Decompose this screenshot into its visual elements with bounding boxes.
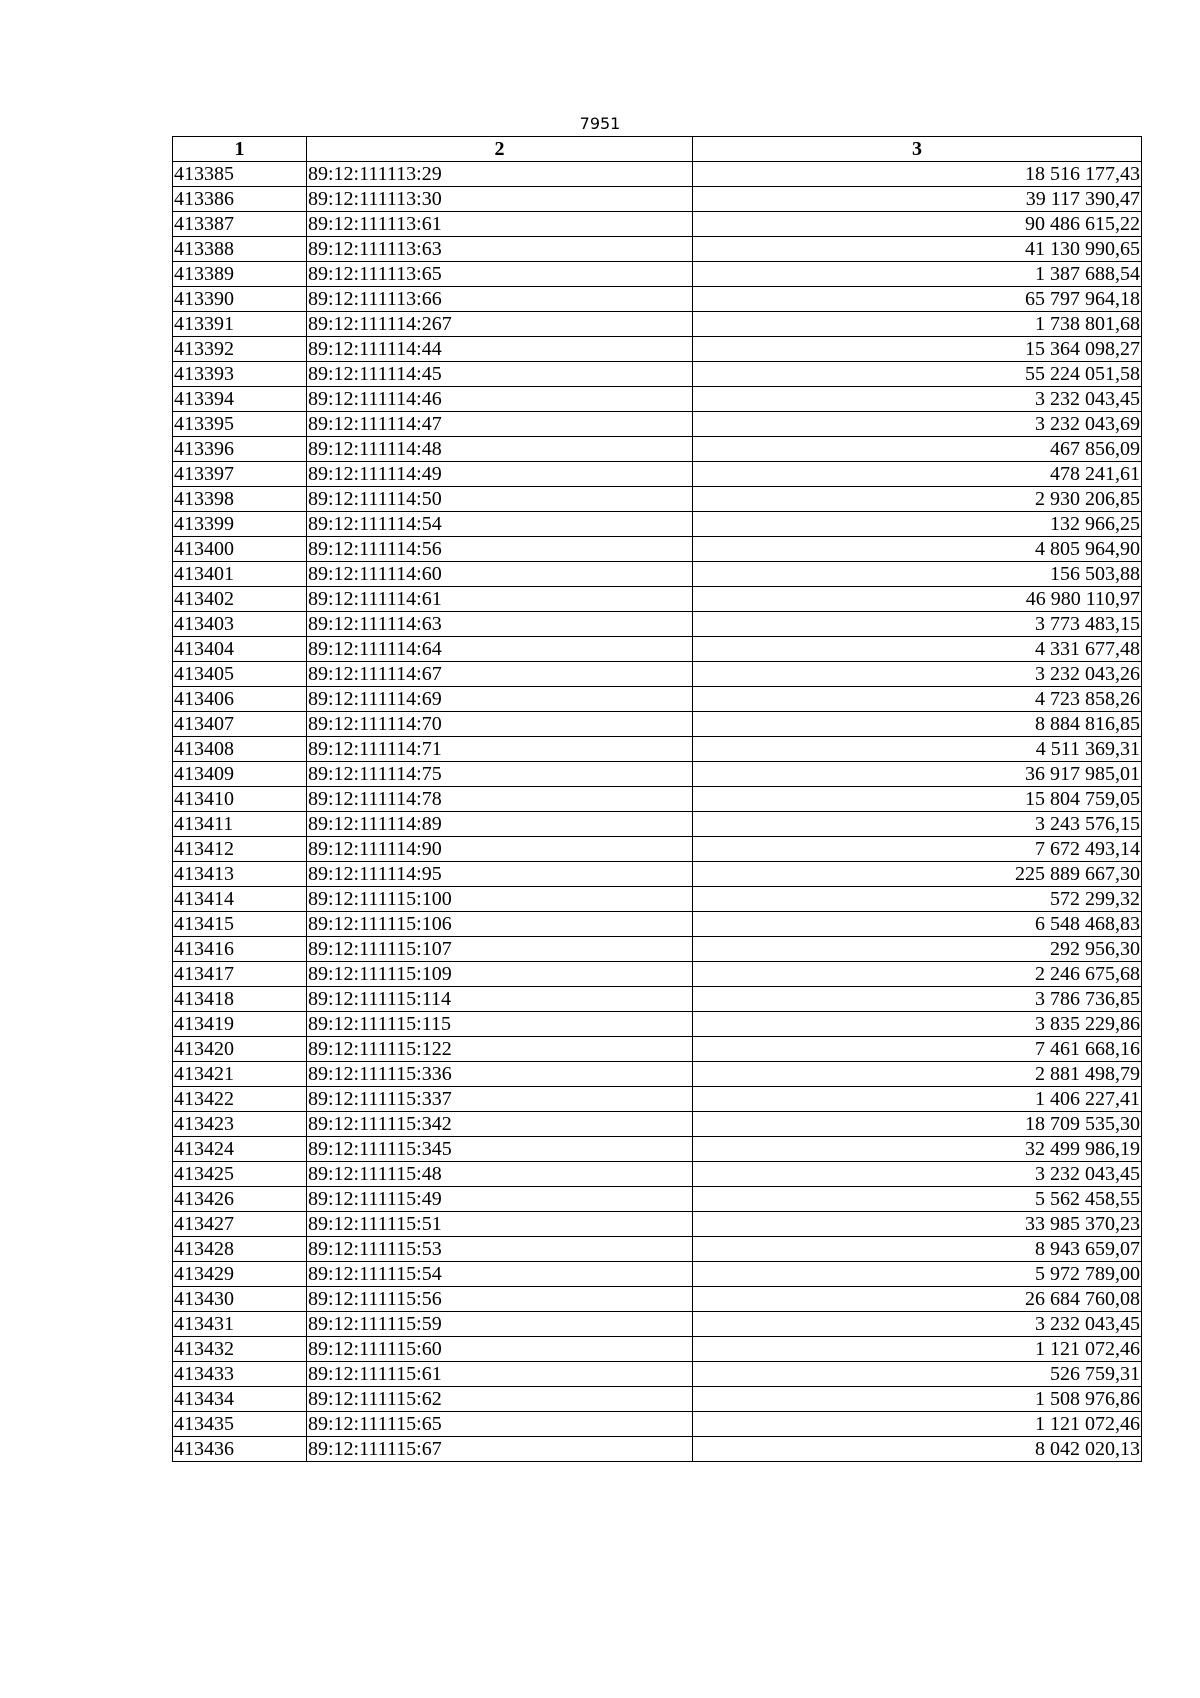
row-number-cell: 413404 <box>173 637 307 662</box>
value-cell: 65 797 964,18 <box>693 287 1142 312</box>
row-number-cell: 413411 <box>173 812 307 837</box>
value-cell: 26 684 760,08 <box>693 1287 1142 1312</box>
row-number-cell: 413413 <box>173 862 307 887</box>
row-number-cell: 413389 <box>173 262 307 287</box>
row-number-cell: 413398 <box>173 487 307 512</box>
value-cell: 292 956,30 <box>693 937 1142 962</box>
cadastral-number-cell: 89:12:111114:67 <box>307 662 693 687</box>
cadastral-number-cell: 89:12:111114:54 <box>307 512 693 537</box>
table-row <box>173 512 1142 537</box>
value-cell: 3 232 043,26 <box>693 662 1142 687</box>
row-number-cell: 413385 <box>173 162 307 187</box>
row-number-cell: 413420 <box>173 1037 307 1062</box>
cadastral-number-cell: 89:12:111114:44 <box>307 337 693 362</box>
table-row <box>173 162 1142 187</box>
row-number-cell: 413432 <box>173 1337 307 1362</box>
table-row <box>173 1262 1142 1287</box>
row-number-cell: 413407 <box>173 712 307 737</box>
value-cell: 4 331 677,48 <box>693 637 1142 662</box>
table-row <box>173 862 1142 887</box>
value-cell: 3 835 229,86 <box>693 1012 1142 1037</box>
row-number-cell: 413425 <box>173 1162 307 1187</box>
value-cell: 8 042 020,13 <box>693 1437 1142 1462</box>
cadastral-number-cell: 89:12:111114:63 <box>307 612 693 637</box>
table-row <box>173 487 1142 512</box>
cadastral-number-cell: 89:12:111114:61 <box>307 587 693 612</box>
table-row <box>173 687 1142 712</box>
table-row <box>173 1187 1142 1212</box>
row-number-cell: 413405 <box>173 662 307 687</box>
cadastral-number-cell: 89:12:111113:66 <box>307 287 693 312</box>
cadastral-number-cell: 89:12:111115:109 <box>307 962 693 987</box>
cadastral-number-cell: 89:12:111115:122 <box>307 1037 693 1062</box>
row-number-cell: 413433 <box>173 1362 307 1387</box>
cadastral-number-cell: 89:12:111115:60 <box>307 1337 693 1362</box>
row-number-cell: 413395 <box>173 412 307 437</box>
table-row <box>173 1337 1142 1362</box>
cadastral-number-cell: 89:12:111114:47 <box>307 412 693 437</box>
table-row <box>173 362 1142 387</box>
table-row <box>173 337 1142 362</box>
table-row <box>173 612 1142 637</box>
table-row <box>173 187 1142 212</box>
row-number-cell: 413403 <box>173 612 307 637</box>
table-row <box>173 1312 1142 1337</box>
table-row <box>173 887 1142 912</box>
value-cell: 3 786 736,85 <box>693 987 1142 1012</box>
row-number-cell: 413387 <box>173 212 307 237</box>
table-row <box>173 1437 1142 1462</box>
value-cell: 572 299,32 <box>693 887 1142 912</box>
row-number-cell: 413426 <box>173 1187 307 1212</box>
row-number-cell: 413406 <box>173 687 307 712</box>
cadastral-number-cell: 89:12:111114:48 <box>307 437 693 462</box>
row-number-cell: 413402 <box>173 587 307 612</box>
value-cell: 1 121 072,46 <box>693 1337 1142 1362</box>
row-number-cell: 413410 <box>173 787 307 812</box>
row-number-cell: 413416 <box>173 937 307 962</box>
cadastral-number-cell: 89:12:111115:107 <box>307 937 693 962</box>
value-cell: 1 387 688,54 <box>693 262 1142 287</box>
value-cell: 1 406 227,41 <box>693 1087 1142 1112</box>
row-number-cell: 413430 <box>173 1287 307 1312</box>
cadastral-number-cell: 89:12:111113:30 <box>307 187 693 212</box>
cadastral-number-cell: 89:12:111115:114 <box>307 987 693 1012</box>
value-cell: 2 246 675,68 <box>693 962 1142 987</box>
value-cell: 4 723 858,26 <box>693 687 1142 712</box>
table-row <box>173 437 1142 462</box>
row-number-cell: 413386 <box>173 187 307 212</box>
value-cell: 3 232 043,45 <box>693 387 1142 412</box>
value-cell: 41 130 990,65 <box>693 237 1142 262</box>
cadastral-number-cell: 89:12:111115:115 <box>307 1012 693 1037</box>
row-number-cell: 413423 <box>173 1112 307 1137</box>
row-number-cell: 413428 <box>173 1237 307 1262</box>
value-cell: 156 503,88 <box>693 562 1142 587</box>
value-cell: 18 709 535,30 <box>693 1112 1142 1137</box>
cadastral-number-cell: 89:12:111114:46 <box>307 387 693 412</box>
table-row <box>173 762 1142 787</box>
table-row <box>173 1212 1142 1237</box>
cadastral-number-cell: 89:12:111113:65 <box>307 262 693 287</box>
row-number-cell: 413396 <box>173 437 307 462</box>
cadastral-number-cell: 89:12:111113:61 <box>307 212 693 237</box>
value-cell: 15 804 759,05 <box>693 787 1142 812</box>
row-number-cell: 413408 <box>173 737 307 762</box>
value-cell: 36 917 985,01 <box>693 762 1142 787</box>
table-row <box>173 1387 1142 1412</box>
table-row <box>173 1137 1142 1162</box>
cadastral-number-cell: 89:12:111114:90 <box>307 837 693 862</box>
table-row <box>173 212 1142 237</box>
row-number-cell: 413436 <box>173 1437 307 1462</box>
cadastral-number-cell: 89:12:111115:100 <box>307 887 693 912</box>
table-row <box>173 987 1142 1012</box>
value-cell: 3 232 043,69 <box>693 412 1142 437</box>
table-row <box>173 237 1142 262</box>
row-number-cell: 413422 <box>173 1087 307 1112</box>
table-row <box>173 712 1142 737</box>
table-row <box>173 1037 1142 1062</box>
table-row <box>173 937 1142 962</box>
row-number-cell: 413435 <box>173 1412 307 1437</box>
table-row <box>173 1162 1142 1187</box>
table-row <box>173 1062 1142 1087</box>
table-row <box>173 562 1142 587</box>
cadastral-number-cell: 89:12:111115:54 <box>307 1262 693 1287</box>
row-number-cell: 413400 <box>173 537 307 562</box>
cadastral-number-cell: 89:12:111114:75 <box>307 762 693 787</box>
table-row <box>173 1362 1142 1387</box>
cadastral-number-cell: 89:12:111115:53 <box>307 1237 693 1262</box>
value-cell: 4 805 964,90 <box>693 537 1142 562</box>
value-cell: 4 511 369,31 <box>693 737 1142 762</box>
value-cell: 15 364 098,27 <box>693 337 1142 362</box>
cadastral-number-cell: 89:12:111114:71 <box>307 737 693 762</box>
row-number-cell: 413388 <box>173 237 307 262</box>
table-row <box>173 412 1142 437</box>
value-cell: 32 499 986,19 <box>693 1137 1142 1162</box>
value-cell: 33 985 370,23 <box>693 1212 1142 1237</box>
cadastral-number-cell: 89:12:111115:336 <box>307 1062 693 1087</box>
row-number-cell: 413418 <box>173 987 307 1012</box>
column-header-3: 3 <box>693 137 1142 162</box>
cadastral-number-cell: 89:12:111114:45 <box>307 362 693 387</box>
page-number: 7951 <box>579 114 621 133</box>
table-row <box>173 387 1142 412</box>
cadastral-number-cell: 89:12:111114:89 <box>307 812 693 837</box>
row-number-cell: 413391 <box>173 312 307 337</box>
value-cell: 132 966,25 <box>693 512 1142 537</box>
value-cell: 3 232 043,45 <box>693 1162 1142 1187</box>
row-number-cell: 413390 <box>173 287 307 312</box>
table-row <box>173 1287 1142 1312</box>
row-number-cell: 413419 <box>173 1012 307 1037</box>
cadastral-number-cell: 89:12:111113:29 <box>307 162 693 187</box>
table-row <box>173 462 1142 487</box>
row-number-cell: 413421 <box>173 1062 307 1087</box>
table-row <box>173 1237 1142 1262</box>
value-cell: 478 241,61 <box>693 462 1142 487</box>
cadastral-number-cell: 89:12:111115:67 <box>307 1437 693 1462</box>
table-header-row <box>173 137 1142 162</box>
row-number-cell: 413397 <box>173 462 307 487</box>
cadastral-number-cell: 89:12:111115:345 <box>307 1137 693 1162</box>
value-cell: 39 117 390,47 <box>693 187 1142 212</box>
table-row <box>173 1412 1142 1437</box>
table-row <box>173 912 1142 937</box>
cadastral-number-cell: 89:12:111115:106 <box>307 912 693 937</box>
cadastral-number-cell: 89:12:111114:50 <box>307 487 693 512</box>
row-number-cell: 413415 <box>173 912 307 937</box>
cadastral-number-cell: 89:12:111114:70 <box>307 712 693 737</box>
table-body <box>173 162 1142 1462</box>
row-number-cell: 413409 <box>173 762 307 787</box>
value-cell: 5 972 789,00 <box>693 1262 1142 1287</box>
table-row <box>173 312 1142 337</box>
cadastral-number-cell: 89:12:111115:56 <box>307 1287 693 1312</box>
value-cell: 46 980 110,97 <box>693 587 1142 612</box>
value-cell: 526 759,31 <box>693 1362 1142 1387</box>
row-number-cell: 413429 <box>173 1262 307 1287</box>
value-cell: 1 738 801,68 <box>693 312 1142 337</box>
table-row <box>173 787 1142 812</box>
value-cell: 90 486 615,22 <box>693 212 1142 237</box>
value-cell: 7 672 493,14 <box>693 837 1142 862</box>
value-cell: 2 930 206,85 <box>693 487 1142 512</box>
row-number-cell: 413412 <box>173 837 307 862</box>
table-row <box>173 1012 1142 1037</box>
cadastral-number-cell: 89:12:111114:64 <box>307 637 693 662</box>
cadastral-number-cell: 89:12:111115:59 <box>307 1312 693 1337</box>
row-number-cell: 413401 <box>173 562 307 587</box>
cadastral-number-cell: 89:12:111114:49 <box>307 462 693 487</box>
value-cell: 18 516 177,43 <box>693 162 1142 187</box>
value-cell: 6 548 468,83 <box>693 912 1142 937</box>
cadastral-number-cell: 89:12:111115:65 <box>307 1412 693 1437</box>
cadastral-number-cell: 89:12:111115:48 <box>307 1162 693 1187</box>
cadastral-number-cell: 89:12:111115:49 <box>307 1187 693 1212</box>
cadastral-number-cell: 89:12:111113:63 <box>307 237 693 262</box>
cadastral-number-cell: 89:12:111114:95 <box>307 862 693 887</box>
value-cell: 467 856,09 <box>693 437 1142 462</box>
row-number-cell: 413399 <box>173 512 307 537</box>
value-cell: 225 889 667,30 <box>693 862 1142 887</box>
table-row <box>173 962 1142 987</box>
table-row <box>173 537 1142 562</box>
table-row <box>173 262 1142 287</box>
data-table <box>172 136 1142 1462</box>
row-number-cell: 413424 <box>173 1137 307 1162</box>
table-row <box>173 637 1142 662</box>
cadastral-number-cell: 89:12:111114:60 <box>307 562 693 587</box>
cadastral-number-cell: 89:12:111115:337 <box>307 1087 693 1112</box>
table-row <box>173 737 1142 762</box>
row-number-cell: 413414 <box>173 887 307 912</box>
cadastral-number-cell: 89:12:111115:62 <box>307 1387 693 1412</box>
value-cell: 3 243 576,15 <box>693 812 1142 837</box>
table-row <box>173 287 1142 312</box>
value-cell: 8 884 816,85 <box>693 712 1142 737</box>
value-cell: 1 508 976,86 <box>693 1387 1142 1412</box>
value-cell: 5 562 458,55 <box>693 1187 1142 1212</box>
cadastral-number-cell: 89:12:111115:342 <box>307 1112 693 1137</box>
row-number-cell: 413394 <box>173 387 307 412</box>
value-cell: 8 943 659,07 <box>693 1237 1142 1262</box>
value-cell: 7 461 668,16 <box>693 1037 1142 1062</box>
table-row <box>173 812 1142 837</box>
table-row <box>173 1112 1142 1137</box>
value-cell: 2 881 498,79 <box>693 1062 1142 1087</box>
row-number-cell: 413427 <box>173 1212 307 1237</box>
row-number-cell: 413434 <box>173 1387 307 1412</box>
cadastral-number-cell: 89:12:111114:267 <box>307 312 693 337</box>
value-cell: 1 121 072,46 <box>693 1412 1142 1437</box>
value-cell: 3 232 043,45 <box>693 1312 1142 1337</box>
row-number-cell: 413417 <box>173 962 307 987</box>
cadastral-number-cell: 89:12:111114:69 <box>307 687 693 712</box>
cadastral-number-cell: 89:12:111115:51 <box>307 1212 693 1237</box>
table-row <box>173 587 1142 612</box>
column-header-1: 1 <box>173 137 307 162</box>
table-row <box>173 662 1142 687</box>
cadastral-number-cell: 89:12:111115:61 <box>307 1362 693 1387</box>
row-number-cell: 413431 <box>173 1312 307 1337</box>
value-cell: 3 773 483,15 <box>693 612 1142 637</box>
value-cell: 55 224 051,58 <box>693 362 1142 387</box>
row-number-cell: 413392 <box>173 337 307 362</box>
row-number-cell: 413393 <box>173 362 307 387</box>
column-header-2: 2 <box>307 137 693 162</box>
cadastral-number-cell: 89:12:111114:78 <box>307 787 693 812</box>
cadastral-number-cell: 89:12:111114:56 <box>307 537 693 562</box>
table-row <box>173 1087 1142 1112</box>
table-row <box>173 837 1142 862</box>
